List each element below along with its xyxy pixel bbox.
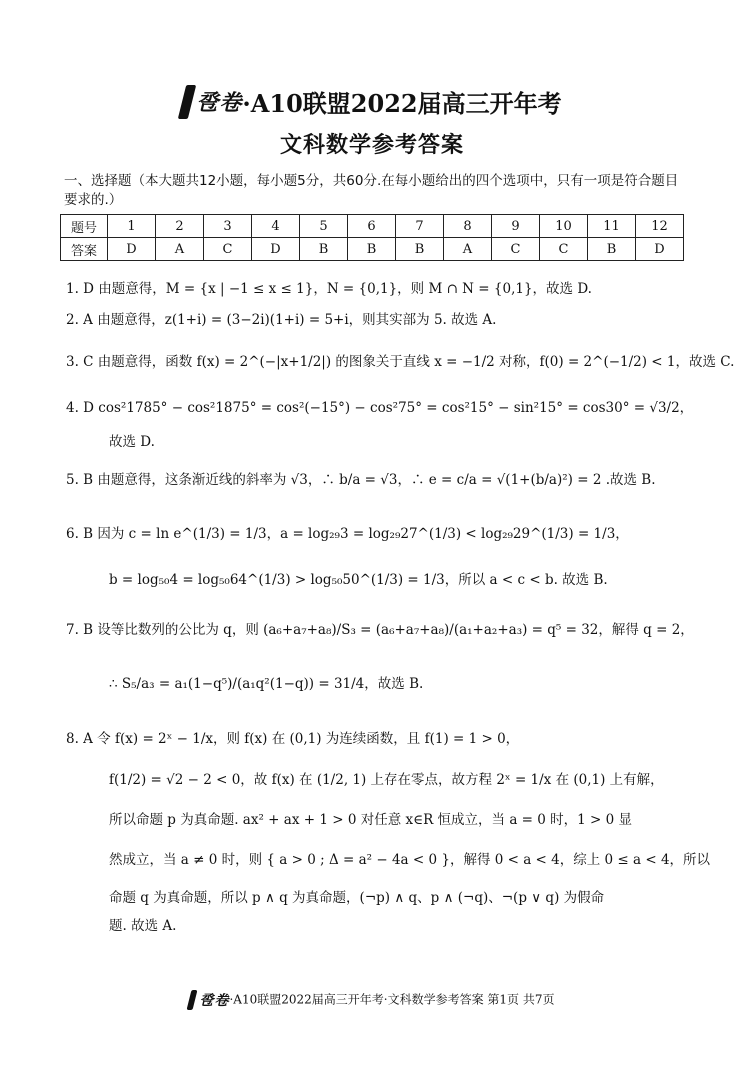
table-cell: 2	[156, 215, 204, 238]
solution-7-line-2: ∴ S₅/a₃ = a₁(1−q⁵)/(a₁q²(1−q)) = 31/4，故选 B.	[109, 676, 424, 692]
solution-7-line-1: 7. B 设等比数列的公比为 q，则 (a₆+a₇+a₈)/S₃ = (a₆+a₇+a₈)/(a₁+a₂+a₃) = q⁵ = 32，解得 q = 2，	[66, 622, 694, 638]
table-cell: 9	[492, 215, 540, 238]
table-cell: C	[204, 238, 252, 261]
table-cell: B	[300, 238, 348, 261]
solution-4-line-1: 4. D cos²1785° − cos²1875° = cos²(−15°) − cos²75° = cos²15° − sin²15° = cos30° = √3/2，	[66, 400, 694, 416]
solution-8-line-1: 8. A 令 f(x) = 2ˣ − 1/x，则 f(x) 在 (0,1) 为连续函数，且 f(1) = 1 > 0，	[66, 731, 520, 747]
table-cell: B	[588, 238, 636, 261]
brand-mark-icon	[187, 990, 198, 1010]
table-row	[61, 238, 684, 261]
table-cell: 3	[204, 215, 252, 238]
table-cell: 6	[348, 215, 396, 238]
page-title: 卺卷 ·A10联盟2022届高三开年考	[0, 84, 744, 119]
solution-8-line-3: 所以命题 p 为真命题. ax² + ax + 1 > 0 对任意 x∈R 恒成立，当 a = 0 时，1 > 0 显	[109, 812, 633, 828]
table-cell: C	[492, 238, 540, 261]
table-cell: D	[636, 238, 684, 261]
table-cell: A	[156, 238, 204, 261]
solution-1: 1. D 由题意得，M = {x | −1 ≤ x ≤ 1}，N = {0,1}，则 M ∩ N = {0,1}，故选 D.	[66, 281, 592, 297]
solution-4-line-2: 故选 D.	[109, 434, 155, 450]
table-cell: 5	[300, 215, 348, 238]
table-cell: D	[108, 238, 156, 261]
table-cell: 4	[252, 215, 300, 238]
table-cell: 11	[588, 215, 636, 238]
answer-table	[60, 214, 684, 261]
table-cell: 7	[396, 215, 444, 238]
solution-8-line-4: 然成立，当 a ≠ 0 时，则 { a > 0 ; Δ = a² − 4a < 0 }，解得 0 < a < 4，综上 0 ≤ a < 4，所以	[109, 852, 711, 868]
solution-6-line-2: b = log₅₀4 = log₅₀64^(1/3) > log₅₀50^(1/3) = 1/3，所以 a < c < b. 故选 B.	[109, 572, 608, 588]
table-cell: A	[444, 238, 492, 261]
table-cell: B	[348, 238, 396, 261]
solution-6-line-1: 6. B 因为 c = ln e^(1/3) = 1/3，a = log₂₉3 = log₂₉27^(1/3) < log₂₉29^(1/3) = 1/3，	[66, 526, 629, 542]
solution-8-line-2: f(1/2) = √2 − 2 < 0，故 f(x) 在 (1/2, 1) 上存在零点，故方程 2ˣ = 1/x 在 (0,1) 上有解，	[109, 772, 664, 788]
table-cell: 12	[636, 215, 684, 238]
table-cell: D	[252, 238, 300, 261]
row-label: 答案	[61, 238, 108, 261]
table-cell: 10	[540, 215, 588, 238]
solution-2: 2. A 由题意得，z(1+i) = (3−2i)(1+i) = 5+i，则其实部为 5. 故选 A.	[66, 312, 497, 328]
row-label: 题号	[61, 215, 108, 238]
footer-logo: 卺卷	[189, 990, 229, 1010]
solution-8-line-6: 题. 故选 A.	[109, 918, 177, 934]
section-intro: 一、选择题（本大题共12小题，每小题5分，共60分.在每小题给出的四个选项中，只有一项是符合题目要求的.）	[64, 173, 679, 208]
table-cell: 8	[444, 215, 492, 238]
solution-5: 5. B 由题意得，这条渐近线的斜率为 √3，∴ b/a = √3，∴ e = c/a = √(1+(b/a)²) = 2 .故选 B.	[66, 472, 656, 488]
table-row	[61, 215, 684, 238]
solution-8-line-5: 命题 q 为真命题，所以 p ∧ q 为真命题，(¬p) ∧ q、p ∧ (¬q)、¬(p ∨ q) 为假命	[109, 890, 605, 906]
page-footer: 卺卷 ·A10联盟2022届高三开年考·文科数学参考答案 第1页 共7页	[0, 990, 744, 1010]
table-cell: B	[396, 238, 444, 261]
table-cell: C	[540, 238, 588, 261]
page-subtitle: 文科数学参考答案	[279, 132, 464, 158]
brand-mark-icon	[178, 85, 196, 119]
table-cell: 1	[108, 215, 156, 238]
brand-logo: 卺卷	[182, 85, 242, 119]
solution-3: 3. C 由题意得，函数 f(x) = 2^(−|x+1/2|) 的图象关于直线 x = −1/2 对称，f(0) = 2^(−1/2) < 1，故选 C.	[66, 354, 735, 370]
